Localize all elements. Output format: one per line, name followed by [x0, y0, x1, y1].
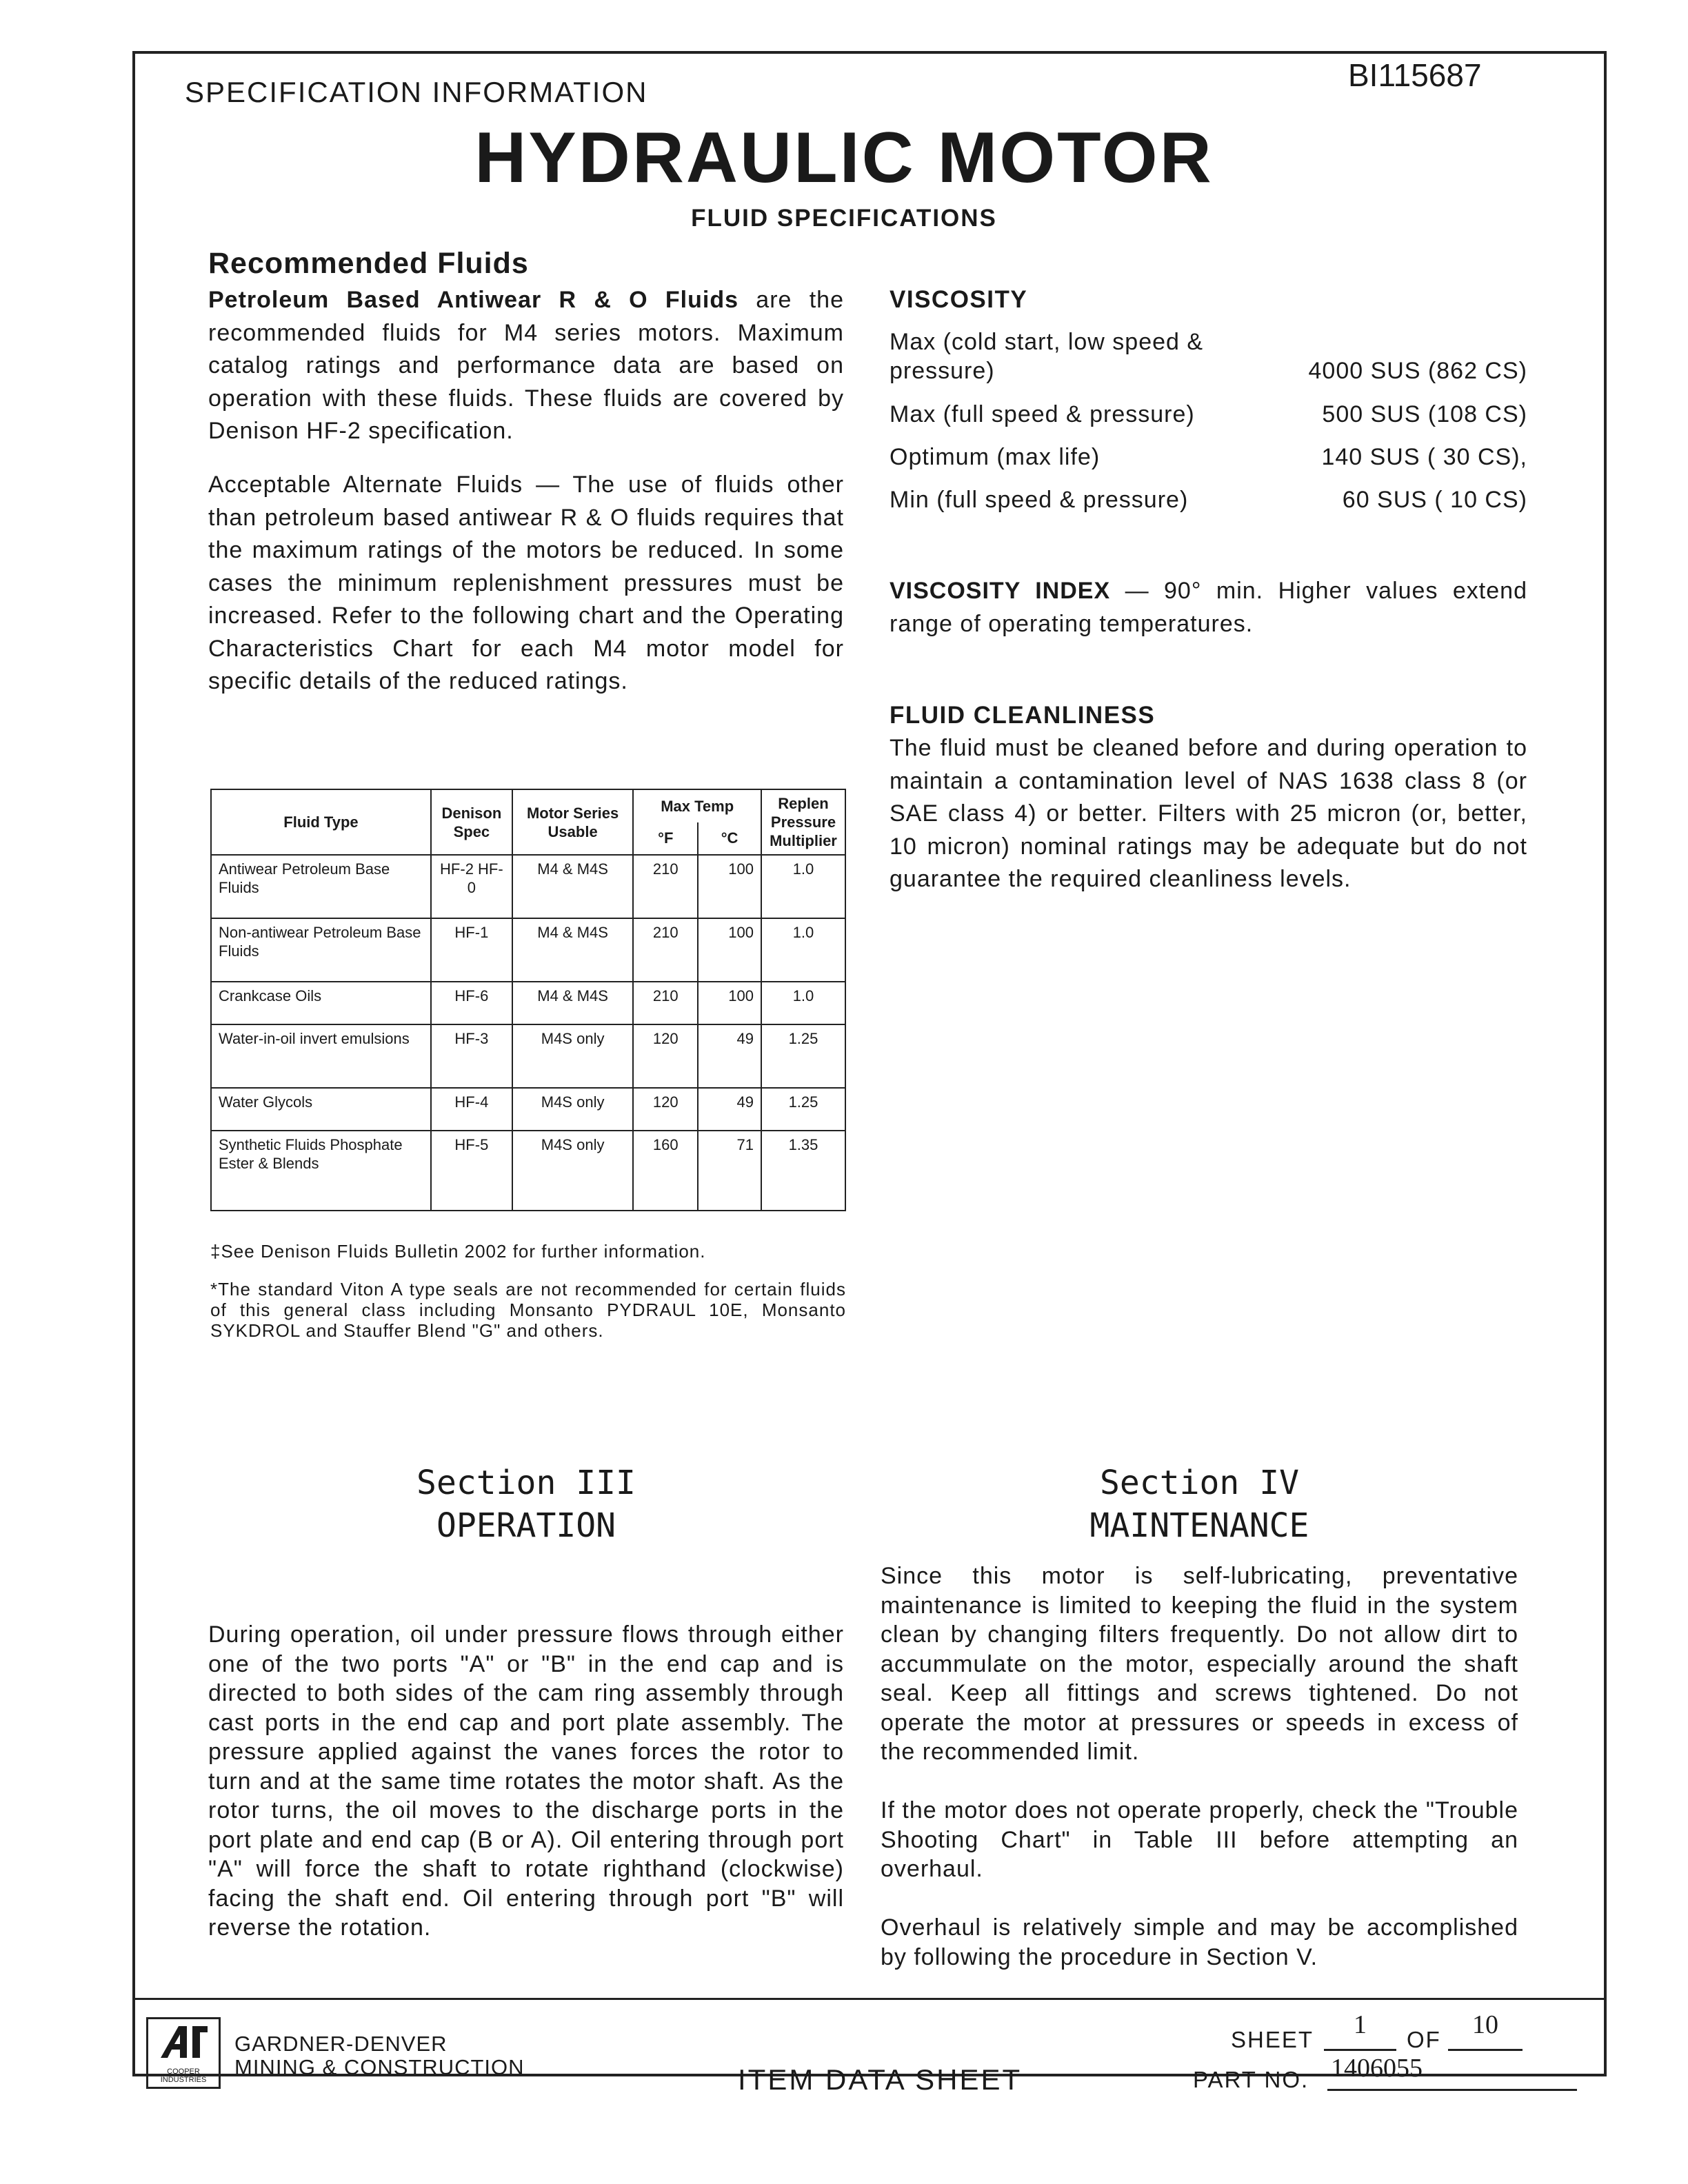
cell-spec: HF-6 [431, 982, 512, 1024]
cell-fluid: Synthetic Fluids Phosphate Ester & Blends [211, 1131, 431, 1211]
company-logo [146, 2017, 221, 2089]
table-row [211, 1024, 845, 1088]
viscosity-label: Max (cold start, low speed & pressure) [890, 329, 1204, 384]
cell-temp-f: 160 [633, 1131, 698, 1211]
sheet-number: 1 [1354, 2010, 1367, 2039]
alternate-fluids-paragraph: Acceptable Alternate Fluids — The use of fluids other than petroleum based antiwear R & O fluids requires that the maximum ratings of the motors be reduced. In some cases the minimum replenishment pressures must be increased. Refer to the following chart and the Operating Characteristics Chart for each M4 motor model for specific details of the reduced ratings. [208, 472, 844, 694]
cell-spec: HF-5 [431, 1131, 512, 1211]
cell-temp-c: 49 [698, 1088, 761, 1131]
cell-multiplier: 1.0 [761, 982, 845, 1024]
page-subtitle: FLUID SPECIFICATIONS [691, 205, 997, 232]
cell-multiplier: 1.25 [761, 1024, 845, 1088]
logo-caption: COOPER INDUSTRIES [160, 2067, 207, 2084]
fluid-cleanliness-paragraph: The fluid must be cleaned before and during operation to maintain a contamination level of NAS 1638 class 8 (or SAE class 4) or better. Filters with 25 micron (or, better, 10 micron) nominal ratings may be adequate but do not guarantee the required cleanliness levels. [890, 735, 1527, 892]
col-fluid-type: Fluid Type [211, 789, 431, 855]
section-4-name: MAINTENANCE [1089, 1506, 1309, 1545]
viscosity-value: 4000 SUS (862 CS) [1308, 358, 1527, 384]
col-max-temp: Max Temp [633, 789, 761, 822]
cell-series: M4 & M4S [512, 982, 634, 1024]
sheet-total-underline [1448, 2049, 1523, 2051]
cell-series: M4S only [512, 1024, 634, 1088]
footer-divider [132, 1998, 1607, 2000]
table-row [211, 918, 845, 982]
cell-temp-c: 100 [698, 855, 761, 918]
cell-spec: HF-3 [431, 1024, 512, 1088]
recommended-fluids-text: are the recommended fluids for M4 series motors. Maximum catalog ratings and performance data are based on operation with these fluids. These fluids are covered by Denison HF-2 specification. [208, 287, 844, 444]
part-number-underline [1327, 2089, 1577, 2091]
viscosity-value: 500 SUS (108 CS) [1322, 401, 1527, 427]
company-line-2: MINING & CONSTRUCTION [234, 2055, 525, 2079]
cell-spec: HF-4 [431, 1088, 512, 1131]
viscosity-index-paragraph [890, 575, 1527, 640]
sheet-label: SHEET [1231, 2027, 1314, 2052]
section-3-heading [208, 1462, 844, 1547]
table-row [211, 982, 845, 1024]
spec-info-label: SPECIFICATION INFORMATION [185, 76, 648, 108]
company-name [234, 2032, 525, 2079]
cell-temp-f: 210 [633, 855, 698, 918]
cell-spec: HF-1 [431, 918, 512, 982]
part-number: 1406055 [1331, 2054, 1423, 2083]
cell-temp-c: 100 [698, 918, 761, 982]
viscosity-index-lead: VISCOSITY INDEX [890, 578, 1111, 604]
sheet-total: 10 [1472, 2010, 1498, 2039]
section-3-label: Section III [416, 1464, 636, 1502]
cell-fluid: Antiwear Petroleum Base Fluids [211, 855, 431, 918]
cell-series: M4S only [512, 1088, 634, 1131]
cell-series: M4 & M4S [512, 918, 634, 982]
cell-fluid: Water Glycols [211, 1088, 431, 1131]
table-row [211, 855, 845, 918]
cell-multiplier: 1.35 [761, 1131, 845, 1211]
cell-multiplier: 1.0 [761, 918, 845, 982]
footnote-seals: *The standard Viton A type seals are not recommended for certain fluids of this general class including Monsanto PYDRAUL 10E, Monsanto SYKDROL and Stauffer Blend "G" and others. [210, 1279, 846, 1341]
operation-paragraph: During operation, oil under pressure flows through either one of the two ports "A" or "B" in the end cap and is directed to both sides of the cam ring assembly through cast ports in the end cap and port plate assembly. The pressure applied against the vanes forces the rotor to turn and at the same time rotates the motor shaft. As the rotor turns, the oil moves to the discharge ports in the port plate and end cap (B or A). Oil entering through port "A" will force the shaft to rotate righthand (clockwise) facing the shaft end. Oil entering through port "B" will reverse the rotation. [208, 1621, 844, 1941]
cell-temp-c: 71 [698, 1131, 761, 1211]
fluid-type-table [210, 789, 846, 1211]
of-label: OF [1407, 2027, 1441, 2052]
cell-multiplier: 1.25 [761, 1088, 845, 1131]
cell-series: M4 & M4S [512, 855, 634, 918]
cooper-logo-icon [155, 2022, 212, 2062]
cell-temp-f: 120 [633, 1088, 698, 1131]
col-denison-spec: Denison Spec [431, 789, 512, 855]
page-title: HYDRAULIC MOTOR [474, 118, 1214, 198]
maintenance-paragraph-2: If the motor does not operate properly, check the "Trouble Shooting Chart" in Table III before attempting an overhaul. [881, 1797, 1518, 1882]
item-data-sheet-label: ITEM DATA SHEET [738, 2063, 1023, 2096]
recommended-fluids-paragraph [208, 284, 844, 448]
table-row [211, 1088, 845, 1131]
sheet-number-underline [1324, 2049, 1396, 2051]
table-row [211, 1131, 845, 1211]
viscosity-value: 60 SUS ( 10 CS) [1342, 487, 1527, 513]
cell-temp-f: 210 [633, 918, 698, 982]
cell-fluid: Water-in-oil invert emulsions [211, 1024, 431, 1088]
cell-temp-c: 100 [698, 982, 761, 1024]
viscosity-label: Min (full speed & pressure) [890, 487, 1189, 513]
company-line-1: GARDNER-DENVER [234, 2032, 448, 2056]
viscosity-heading: VISCOSITY [890, 286, 1028, 313]
part-number-label: PART NO. [1193, 2067, 1309, 2092]
cell-fluid: Non-antiwear Petroleum Base Fluids [211, 918, 431, 982]
cell-fluid: Crankcase Oils [211, 982, 431, 1024]
section-3-name: OPERATION [436, 1506, 616, 1545]
recommended-fluids-heading: Recommended Fluids [208, 247, 529, 280]
cell-multiplier: 1.0 [761, 855, 845, 918]
fluid-cleanliness-heading: FLUID CLEANLINESS [890, 702, 1156, 729]
col-motor-series: Motor Series Usable [512, 789, 634, 855]
cell-temp-f: 120 [633, 1024, 698, 1088]
document-id: BI115687 [1348, 57, 1482, 93]
section-4-label: Section IV [1100, 1464, 1299, 1502]
cell-temp-c: 49 [698, 1024, 761, 1088]
col-temp-c: °C [698, 822, 761, 856]
viscosity-value: 140 SUS ( 30 CS), [1321, 444, 1527, 470]
recommended-fluids-lead: Petroleum Based Antiwear R & O Fluids [208, 287, 739, 313]
footnote-bulletin: ‡See Denison Fluids Bulletin 2002 for further information. [210, 1241, 706, 1262]
viscosity-label: Optimum (max life) [890, 444, 1101, 470]
cell-temp-f: 210 [633, 982, 698, 1024]
maintenance-paragraph-1: Since this motor is self-lubricating, preventative maintenance is limited to keeping the fluid in the system clean by changing filters frequently. Do not allow dirt to accummulate on the motor, especially around the shaft seal. Keep all fittings and screws tightened. Do not operate the motor at pressures or speeds in excess of the recommended limit. [881, 1563, 1518, 1765]
viscosity-row [890, 327, 1527, 385]
col-temp-f: °F [633, 822, 698, 856]
viscosity-label: Max (full speed & pressure) [890, 401, 1195, 427]
cell-spec: HF-2 HF-0 [431, 855, 512, 918]
section-4-heading [881, 1462, 1518, 1547]
maintenance-paragraph-3: Overhaul is relatively simple and may be accomplished by following the procedure in Section V. [881, 1914, 1518, 1970]
col-replen-multiplier: Replen Pressure Multiplier [761, 789, 845, 855]
cell-series: M4S only [512, 1131, 634, 1211]
viscosity-index-text: — 90° min. Higher values extend range of operating temperatures. [890, 578, 1527, 637]
